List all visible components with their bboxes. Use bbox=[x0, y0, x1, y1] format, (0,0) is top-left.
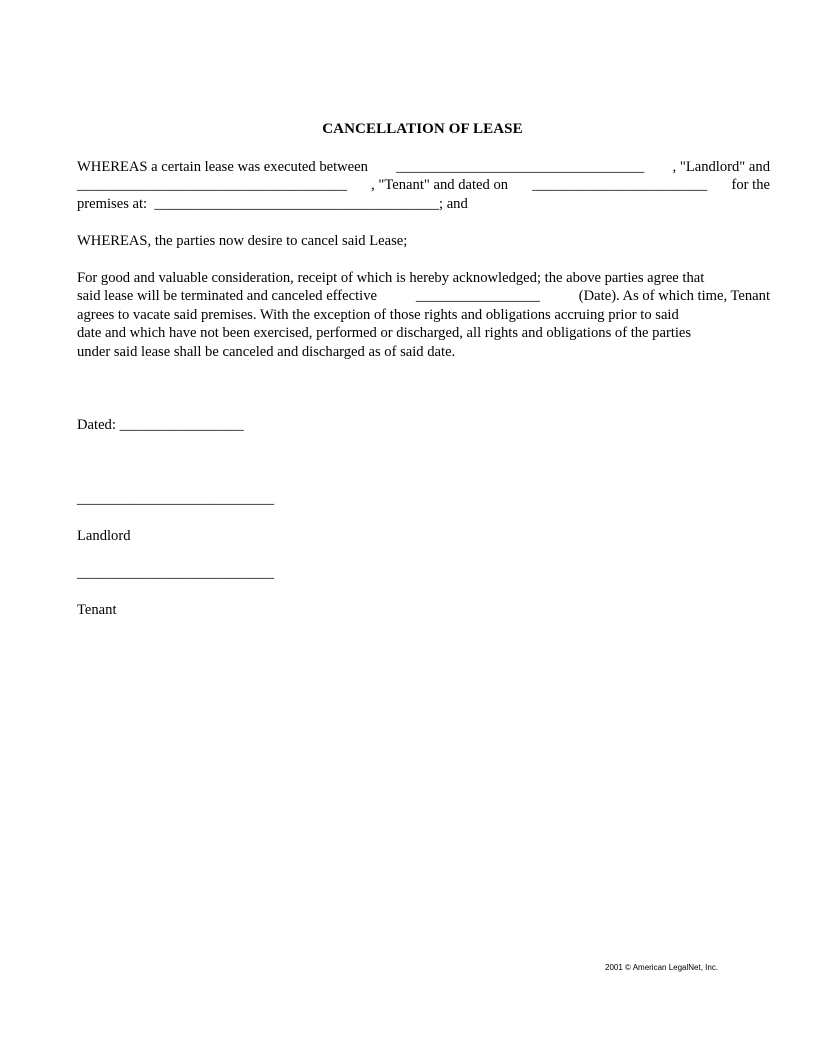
paragraph-line bbox=[77, 176, 770, 194]
paragraph-whereas-lease bbox=[77, 158, 770, 213]
paragraph-line: under said lease shall be canceled and discharged as of said date. bbox=[77, 343, 456, 360]
paragraph-line bbox=[77, 269, 770, 287]
text-segment: , "Tenant" and dated on bbox=[371, 177, 509, 194]
text-segment: said lease will be terminated and canceled effective bbox=[77, 288, 377, 305]
text-segment: ; and bbox=[439, 195, 468, 212]
lease-date-blank: ________________________ bbox=[532, 177, 708, 194]
dated-blank: _________________ bbox=[119, 417, 244, 433]
text-segment: premises at: bbox=[77, 195, 148, 212]
paragraph-line: date and which have not been exercised, performed or discharged, all rights and obligations of the parties bbox=[77, 325, 692, 342]
landlord-signature-line: ___________________________ bbox=[77, 491, 275, 507]
paragraph-line: WHEREAS, the parties now desire to cancel said Lease; bbox=[77, 233, 408, 249]
dated-label: Dated: bbox=[77, 417, 116, 433]
effective-date-blank: _________________ bbox=[415, 288, 540, 305]
paragraph-line bbox=[77, 195, 770, 213]
landlord-label: Landlord bbox=[77, 528, 131, 544]
paragraph-line bbox=[77, 158, 770, 176]
dated-field bbox=[77, 417, 244, 434]
text-segment: , "Landlord" and bbox=[672, 159, 770, 175]
tenant-signature-line: ___________________________ bbox=[77, 565, 275, 581]
paragraph-line bbox=[77, 287, 770, 305]
text-segment: for the bbox=[731, 177, 770, 194]
paragraph-consideration bbox=[77, 269, 770, 361]
text-segment: (Date). As of which time, Tenant bbox=[578, 288, 770, 305]
paragraph-line: agrees to vacate said premises. With the exception of those rights and obligations accruing prior to said bbox=[77, 306, 679, 323]
premises-address-blank: _______________________________________ bbox=[154, 195, 439, 212]
tenant-label: Tenant bbox=[77, 602, 117, 618]
text-segment: WHEREAS a certain lease was executed between bbox=[77, 159, 368, 175]
tenant-name-blank: _____________________________________ bbox=[77, 177, 347, 194]
text-segment: For good and valuable consideration, receipt of which is hereby acknowledged; the above parties agree that bbox=[77, 270, 705, 286]
document-title: CANCELLATION OF LEASE bbox=[322, 121, 523, 137]
copyright-footer: 2001 © American LegalNet, Inc. bbox=[605, 963, 719, 972]
landlord-name-blank: __________________________________ bbox=[396, 159, 645, 175]
paragraph-whereas-cancel bbox=[77, 232, 770, 250]
